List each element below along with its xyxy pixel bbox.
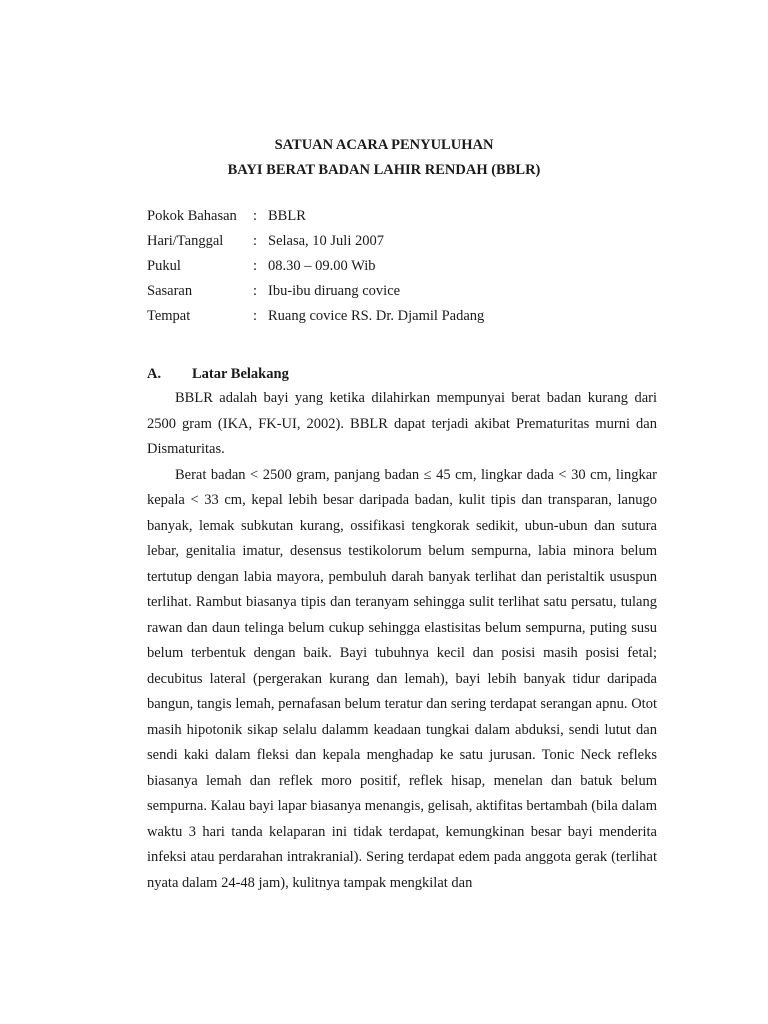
info-separator: :: [253, 283, 258, 299]
info-label: Pokok Bahasan: [147, 208, 237, 224]
info-value: BBLR: [268, 208, 306, 224]
info-label: Tempat: [147, 308, 191, 324]
info-label: Hari/Tanggal: [147, 233, 224, 249]
info-separator: :: [253, 258, 258, 274]
info-separator: :: [253, 233, 258, 249]
info-value: Selasa, 10 Juli 2007: [268, 233, 384, 249]
info-value: 08.30 – 09.00 Wib: [268, 258, 376, 274]
section-heading: [147, 364, 289, 384]
info-value: Ibu-ibu diruang covice: [268, 283, 401, 299]
section-body: [147, 386, 657, 896]
section-title: Latar Belakang: [192, 366, 289, 382]
document-title: SATUAN ACARA PENYULUHAN: [274, 137, 494, 153]
info-separator: :: [253, 208, 258, 224]
paragraph: Berat badan < 2500 gram, panjang badan ≤ 45 cm, lingkar dada < 30 cm, lingkar kepala < 33 cm, kepal lebih besar daripada badan, kulit tipis dan transparan, lanugo banyak, lemak subkutan kurang, ossifikasi tengkorak sedikit, ubun-ubun dan sutura lebar, genitalia imatur, desensus testikolorum belum sempurna, labia minora belum tertutup dengan labia mayora, pembuluh darah banyak terlihat dan peristaltik ususpun terlihat. Rambut biasanya tipis dan teranyam sehingga sulit terlihat satu persatu, tulang rawan dan daun telinga belum cukup sehingga elastisitas belum sempurna, puting susu belum terbentuk dengan baik. Bayi tubuhnya kecil dan posisi masih posisi fetal; decubitus lateral (pergerakan kurang dan lemah), bayi lebih banyak tidur daripada bangun, tangis lemah, pernafasan belum teratur dan sering terdapat serangan apnu. Otot masih hipotonik sikap selalu dalamm keadaan tungkai dalam abduksi, sendi lutut dan sendi kaki dalam fleksi dan kepala menghadap ke satu jurusan. Tonic Neck refleks biasanya lemah dan reflek moro positif, reflek hisap, menelan dan batuk belum sempurna. Kalau bayi lapar biasanya menangis, gelisah, aktifitas bertambah (bila dalam waktu 3 hari tanda kelaparan ini tidak terdapat, kemungkinan besar bayi menderita infeksi atau perdarahan intrakranial). Sering terdapat edem pada anggota gerak (terlihat nyata dalam 24-48 jam), kulitnya tampak mengkilat dan: [147, 466, 657, 891]
section-number: A.: [147, 366, 162, 382]
info-separator: :: [253, 308, 258, 324]
document-subtitle: BAYI BERAT BADAN LAHIR RENDAH (BBLR): [227, 162, 541, 178]
info-label: Sasaran: [147, 283, 193, 299]
paragraph: BBLR adalah bayi yang ketika dilahirkan mempunyai berat badan kurang dari 2500 gram (IKA, FK-UI, 2002). BBLR dapat terjadi akibat Prematuritas murni dan Dismaturitas.: [147, 390, 657, 457]
info-label: Pukul: [147, 258, 181, 274]
info-value: Ruang covice RS. Dr. Djamil Padang: [268, 308, 485, 324]
